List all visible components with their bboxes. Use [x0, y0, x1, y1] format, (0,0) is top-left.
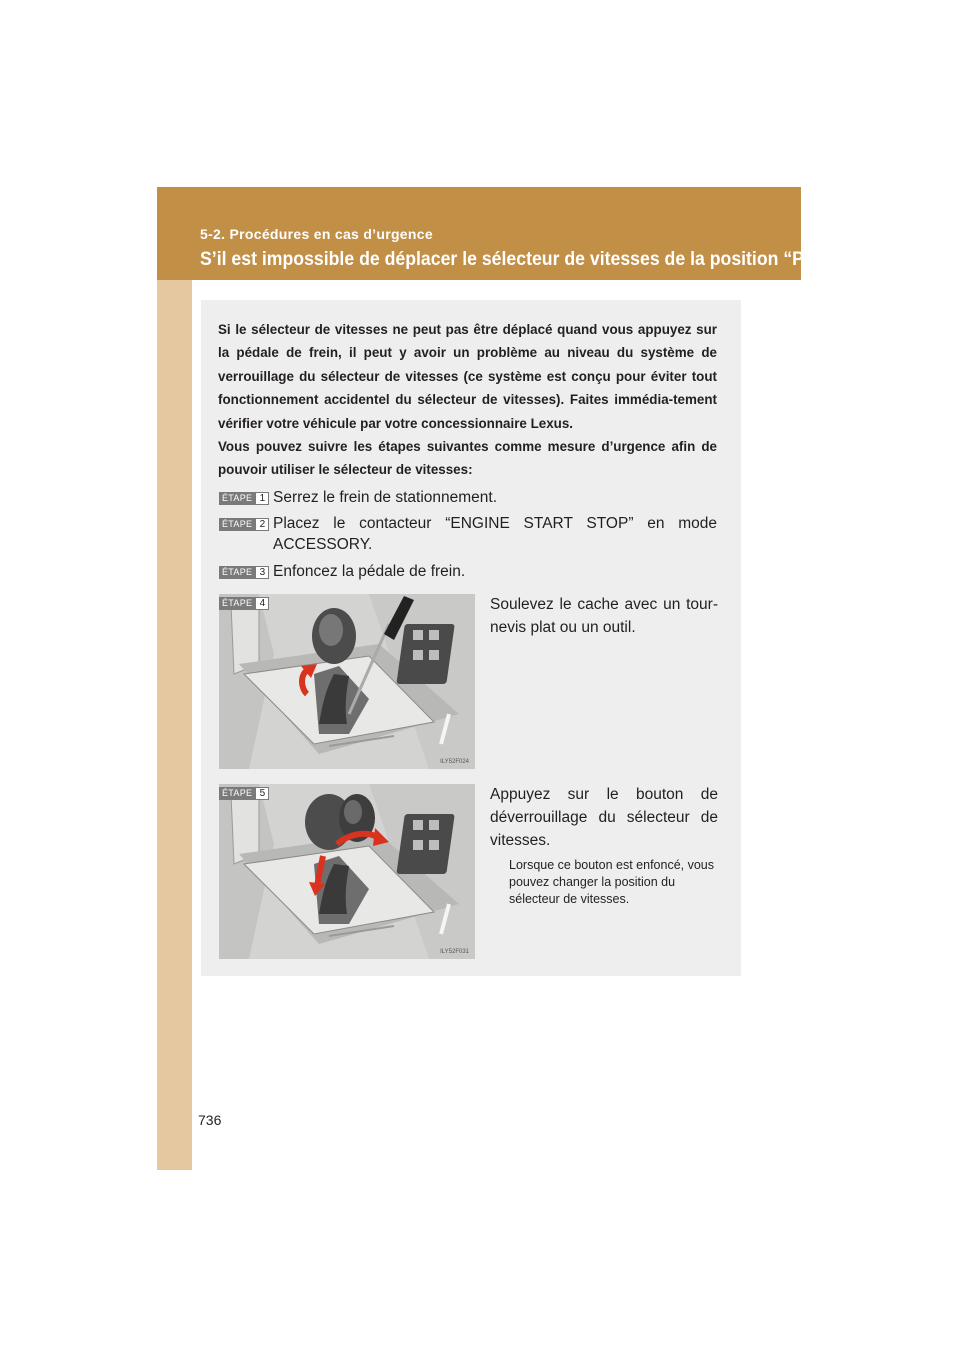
intro-paragraph-1: Si le sélecteur de vitesses ne peut pas être déplacé quand vous appuyez sur la pédale de frein, il peut y avoir un problème au niveau du système de verrouillage du sélecteur de vitesses (ce système est conçu pour éviter tout fonctionnement accidentel du sélecteur de vitesses). Faites immédia-tement vérifier votre véhicule par votre concessionnaire Lexus. [218, 322, 717, 431]
page-number: 736 [198, 1112, 222, 1128]
step-5-text: Appuyez sur le bouton de déverrouillage du sélecteur de vitesses. [490, 786, 718, 849]
step-5-note: Lorsque ce bouton est enfoncé, vous pouvez changer la position du sélecteur de vitesses. [509, 858, 715, 906]
step-4-text: Soulevez le cache avec un tour-nevis plat ou un outil. [490, 596, 718, 636]
shift-lever-screwdriver-illustration [219, 594, 475, 769]
step-badge-2: ÉTAPE 2 [219, 518, 269, 531]
step-1-text: Serrez le frein de stationnement. [273, 489, 498, 506]
step-badge-1: ÉTAPE 1 [219, 492, 269, 505]
step-3-text: Enfoncez la pédale de frein. [273, 563, 466, 580]
step-badge-4: ÉTAPE 4 [219, 597, 269, 610]
illustration-step-4 [219, 594, 475, 769]
step-badge-5: ÉTAPE 5 [219, 787, 269, 800]
figure-code-step-5: ILY52F031 [440, 949, 469, 955]
step-2-text: Placez le contacteur “ENGINE START STOP” en mode ACCESSORY. [273, 515, 717, 553]
figure-code-step-4: ILY52F024 [440, 759, 469, 765]
side-band [157, 187, 192, 1170]
intro-paragraph-2: Vous pouvez suivre les étapes suivantes comme mesure d’urgence afin de pouvoir utiliser le sélecteur de vitesses: [218, 439, 717, 478]
illustration-step-5 [219, 784, 475, 959]
step-badge-3: ÉTAPE 3 [219, 566, 269, 579]
section-label: 5-2. Procédures en cas d’urgence [200, 226, 433, 242]
page-title: S’il est impossible de déplacer le sélecteur de vitesses de la position “P”. [200, 249, 818, 270]
intro-text [218, 318, 717, 482]
shift-lever-release-illustration [219, 784, 475, 959]
